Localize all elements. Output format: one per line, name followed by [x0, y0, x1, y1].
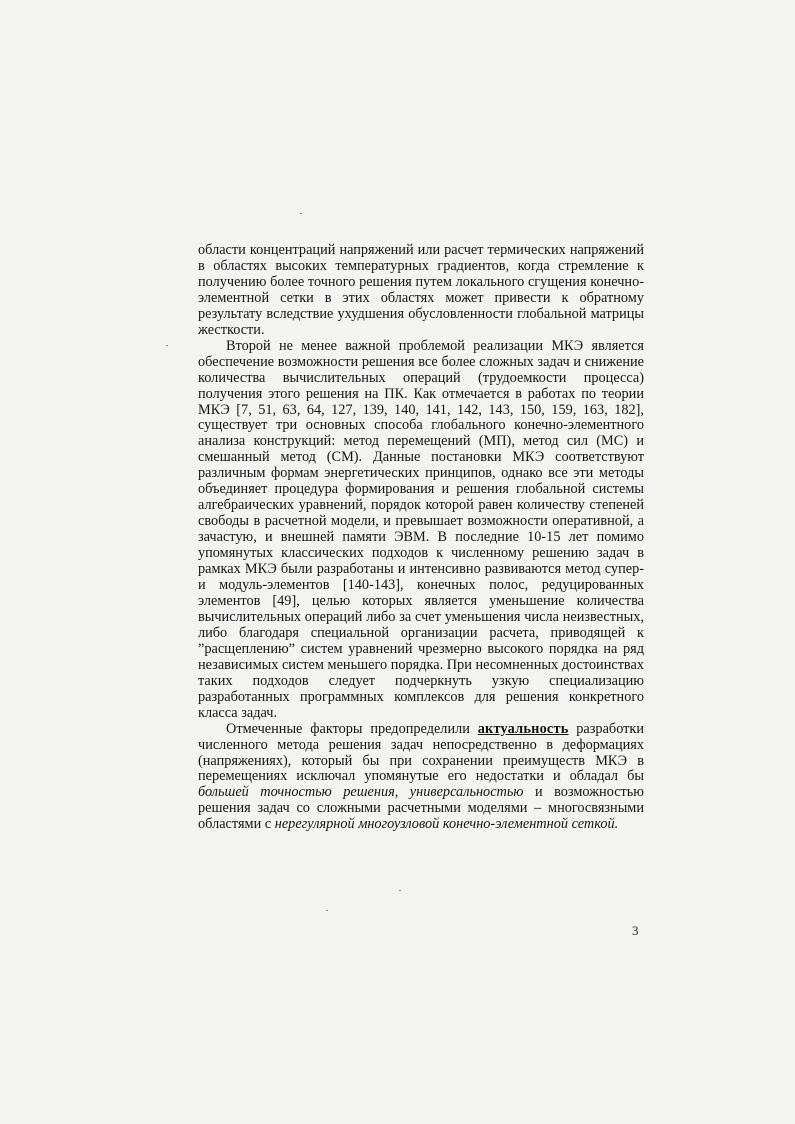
- paragraph-3-part-2: разработки численного метода решения задач непосредственно в деформациях (напряжениях), который бы при сохранении преимуществ МКЭ в перемещениях исключал упомянутые его недостатки и обладал бы: [198, 720, 644, 785]
- paragraph-3-part-1: Отмеченные факторы предопределили: [226, 720, 478, 737]
- paragraph-3-part-3: и возможностью решения задач со сложными расчетными моделями – многосвязными областями с: [198, 784, 644, 833]
- emphasis-accuracy: большей точностью решения, универсальностью: [198, 784, 524, 801]
- emphasis-irregular-mesh: нерегулярной многоузловой конечно-элементной сеткой.: [274, 816, 619, 833]
- paragraph-2: Второй не менее важной проблемой реализации МКЭ является обеспечение возможности решения все более сложных задач и снижение количества вычислительных операций (трудоемкости процесса) получения этого решения на ПК. Как отмечается в работах по теории МКЭ [7, 51, 63, 64, 127, 139, 140, 141, 142, 143, 150, 159, 163, 182], существует три основных способа глобального конечно-элементного анализа конструкций: метод перемещений (МП), метод сил (МС) и смешанный метод (СМ). Данные постановки МКЭ соответствуют различным формам энергетических принципов, однако все эти методы объединяет процедура формирования и решения глобальной системы алгебраических уравнений, порядок которой равен количеству степеней свободы в расчетной модели, и превышает возможности оперативной, а зачастую, и внешней памяти ЭВМ. В последние 10-15 лет помимо упомянутых классических подходов к численному решению задач в рамках МКЭ были разработаны и интенсивно развиваются метод супер- и модуль-элементов [140-143], конечных полос, редуцированных элементов [49], целью которых является уменьшение количества вычислительных операций либо за счет уменьшения числа неизвестных, либо благодаря специальной организации расчета, приводящей к ”расщеплению” систем уравнений чрезмерно высокого порядка на ряд независимых систем меньшего порядка. При несомненных достоинствах таких подходов следует подчеркнуть узкую специализацию разработанных программных комплексов для решения конкретного класса задач.: [198, 337, 644, 721]
- scan-speck: [326, 910, 328, 911]
- paragraph-3: [198, 722, 644, 834]
- document-body: [198, 243, 644, 833]
- scan-speck: [166, 345, 168, 346]
- keyword-relevance: актуальность: [477, 720, 569, 737]
- scan-speck: [300, 213, 302, 214]
- scan-speck: [399, 890, 401, 891]
- paragraph-1: области концентраций напряжений или расчет термических напряжений в областях высоких температурных градиентов, когда стремление к получению более точного решения путем локального сгущения конечно-элементной сетки в этих областях может привести к обратному результату вследствие ухудшения обусловленности глобальной матрицы жесткости.: [198, 242, 644, 338]
- page-number: 3: [632, 923, 639, 938]
